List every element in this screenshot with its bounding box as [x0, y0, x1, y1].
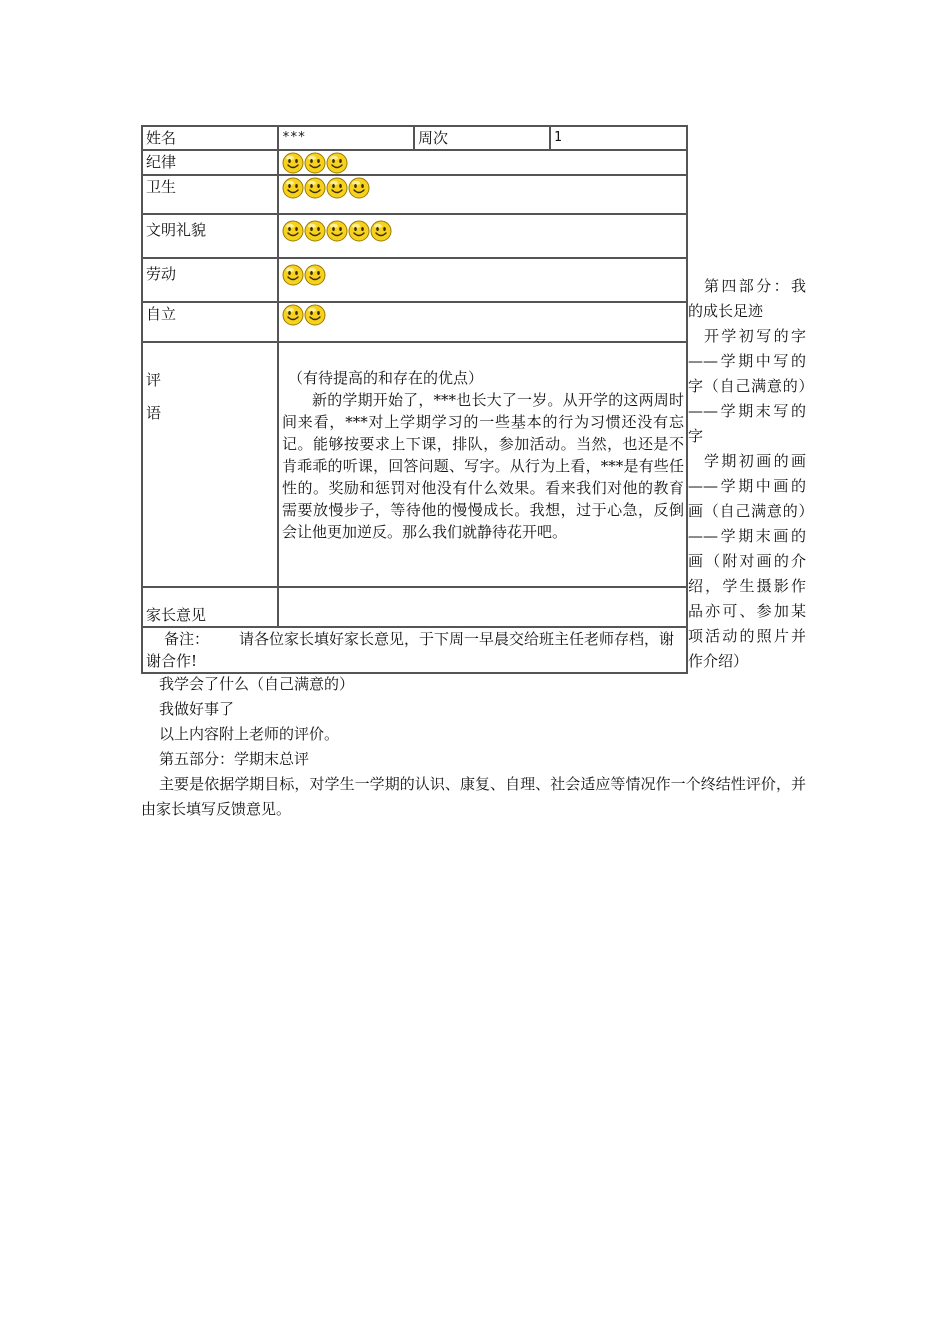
rating-independence: [278, 302, 687, 342]
smiley-icon: [304, 152, 326, 174]
body-learned: 我学会了什么（自己满意的）: [159, 675, 355, 693]
row-label-hygiene: 卫生: [142, 175, 278, 214]
row-label-courtesy: 文明礼貌: [142, 214, 278, 258]
note-text: 请各位家长填好家长意见，于下周一早晨交给班主任老师存档，谢谢合作!: [146, 630, 675, 670]
growth-writing: 开学初写的字——学期中写的字（自己满意的）——学期末写的字: [688, 327, 806, 445]
smiley-icon: [282, 177, 304, 199]
parent-opinion-field[interactable]: [278, 587, 687, 627]
smiley-icon: [304, 177, 326, 199]
comment-text: [278, 342, 687, 587]
comment-hint: （有待提高的和存在的优点）: [288, 369, 484, 387]
smiley-icon: [304, 304, 326, 326]
body-good-deeds: 我做好事了: [159, 700, 235, 718]
growth-section: [688, 274, 806, 674]
smiley-icon: [304, 220, 326, 242]
name-value: ***: [278, 126, 414, 150]
body-teacher-note: 以上内容附上老师的评价。: [159, 725, 340, 743]
smiley-icon: [282, 264, 304, 286]
rating-labor: [278, 258, 687, 302]
comment-label-1: 评: [146, 371, 162, 389]
comment-label-2: 语: [146, 404, 162, 422]
note-cell: [142, 627, 687, 673]
smiley-icon: [326, 177, 348, 199]
smiley-icon: [348, 177, 370, 199]
smiley-icon: [370, 220, 392, 242]
rating-discipline: [278, 150, 687, 175]
name-label: 姓名: [142, 126, 278, 150]
smiley-icon: [282, 304, 304, 326]
week-label: 周次: [414, 126, 550, 150]
growth-heading: 第四部分：我的成长足迹: [688, 277, 806, 320]
week-value: 1: [550, 126, 687, 150]
body-final-heading: 第五部分：学期末总评: [159, 750, 310, 768]
evaluation-table: [141, 125, 688, 674]
smiley-icon: [282, 152, 304, 174]
row-label-discipline: 纪律: [142, 150, 278, 175]
rating-hygiene: [278, 175, 687, 214]
smiley-icon: [326, 152, 348, 174]
smiley-icon: [282, 220, 304, 242]
body-final-text: 主要是依据学期目标，对学生一学期的认识、康复、自理、社会适应等情况作一个终结性评价，并由家长填写反馈意见。: [141, 775, 806, 818]
rating-courtesy: [278, 214, 687, 258]
smiley-icon: [326, 220, 348, 242]
parent-opinion-label: 家长意见: [142, 587, 278, 627]
note-label: 备注：: [164, 630, 210, 648]
comment-body: 新的学期开始了，***也长大了一岁。从开学的这两周时间来看，***对上学期学习的一些基本的行为习惯还没有忘记。能够按要求上下课，排队，参加活动。当然，也还是不肯乖乖的听课，回答问题、写字。从行为上看，***是有些任性的。奖励和惩罚对他没有什么效果。看来我们对他的教育需要放慢步子，等待他的慢慢成长。我想，过于心急，反倒会让他更加逆反。那么我们就静待花开吧。: [282, 391, 684, 541]
body-text: [141, 672, 806, 822]
row-label-independence: 自立: [142, 302, 278, 342]
smiley-icon: [304, 264, 326, 286]
growth-drawing: 学期初画的画——学期中画的画（自己满意的）——学期末画的画（附对画的介绍，学生摄影作品亦可、参加某项活动的照片并作介绍）: [688, 452, 806, 670]
comment-label: [142, 342, 278, 587]
smiley-icon: [348, 220, 370, 242]
row-label-labor: 劳动: [142, 258, 278, 302]
